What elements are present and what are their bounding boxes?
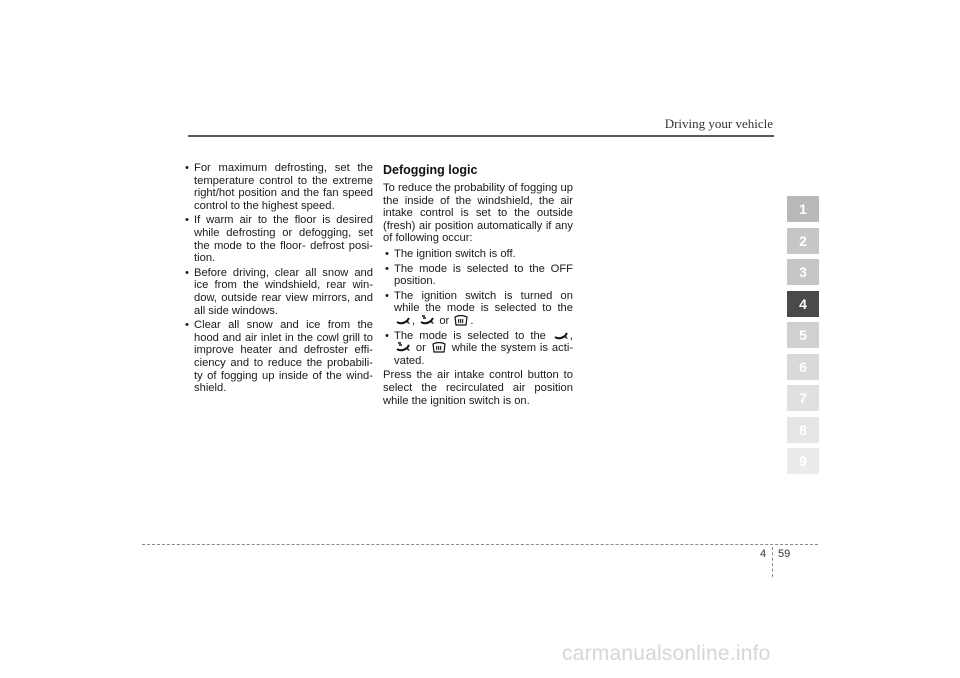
list-item: • The mode is selected to the OFF position. [383, 263, 573, 288]
list-item: • The ignition switch is off. [383, 248, 573, 261]
defogging-conditions-list [383, 248, 573, 367]
floor-defrost-mode-icon [419, 315, 435, 326]
separator: or [439, 314, 450, 327]
page-number: 59 [778, 548, 791, 560]
defogging-intro: To reduce the probability of fogging up the inside of the windshield, the air intake control is set to the outside (fresh) air position automatically if any of following occur: [383, 182, 573, 245]
defogging-logic-heading: Defogging logic [383, 163, 478, 177]
defrost-mode-icon [453, 315, 469, 326]
list-item: • Clear all snow and ice from the hood and air inlet in the cowl grill to improve heater and defroster effi-ciency and to reduce the probabili-ty of fogging up inside of the wind-shield. [183, 319, 373, 395]
floor-defrost-mode-icon [395, 342, 411, 353]
footer-divider [142, 544, 818, 545]
chapter-tab-3[interactable]: 3 [787, 259, 819, 285]
chapter-tab-1[interactable]: 1 [787, 196, 819, 222]
chapter-tab-6[interactable]: 6 [787, 354, 819, 380]
sentence-end: . [470, 314, 474, 327]
separator: or [415, 342, 426, 355]
defrost-mode-icon [431, 342, 447, 353]
watermark-text: carmanualsonline.info [562, 642, 771, 665]
header-divider [188, 135, 774, 137]
chapter-tab-5[interactable]: 5 [787, 322, 819, 348]
chapter-tab-2[interactable]: 2 [787, 228, 819, 254]
chapter-tab-4[interactable]: 4 [787, 291, 819, 317]
floor-mode-icon [553, 330, 569, 341]
condition-text: The ignition switch is turned on while the mode is selected to the [394, 289, 573, 315]
chapter-tab-9[interactable]: 9 [787, 448, 819, 474]
list-item [383, 290, 573, 328]
chapter-tabs [787, 196, 819, 480]
condition-text-end: while the system is acti-vated. [394, 342, 574, 367]
chapter-tab-7[interactable]: 7 [787, 385, 819, 411]
list-item: • Before driving, clear all snow and ice from the windshield, rear win-dow, outside rear view mirrors, and all side windows. [183, 267, 373, 317]
chapter-tab-8[interactable]: 8 [787, 417, 819, 443]
defrost-tips-list [183, 162, 373, 395]
left-column [183, 162, 373, 397]
footer-vertical-divider [772, 547, 773, 577]
list-item: • For maximum defrosting, set the temperature control to the extreme right/hot position and the fan speed control to the highest speed. [183, 162, 373, 212]
separator: , [569, 329, 573, 342]
section-title: Driving your vehicle [664, 116, 773, 131]
separator: , [412, 314, 416, 327]
list-item: • If warm air to the floor is desired while defrosting or defogging, set the mode to the floor- defrost posi-tion. [183, 214, 373, 264]
condition-text: The mode is selected to the [394, 329, 546, 342]
right-column [383, 162, 573, 410]
list-item [383, 330, 573, 368]
page-chapter: 4 [760, 548, 767, 560]
floor-mode-icon [395, 315, 411, 326]
recirculation-note: Press the air intake control button to select the recirculated air position while the ignition switch is on. [383, 369, 573, 407]
